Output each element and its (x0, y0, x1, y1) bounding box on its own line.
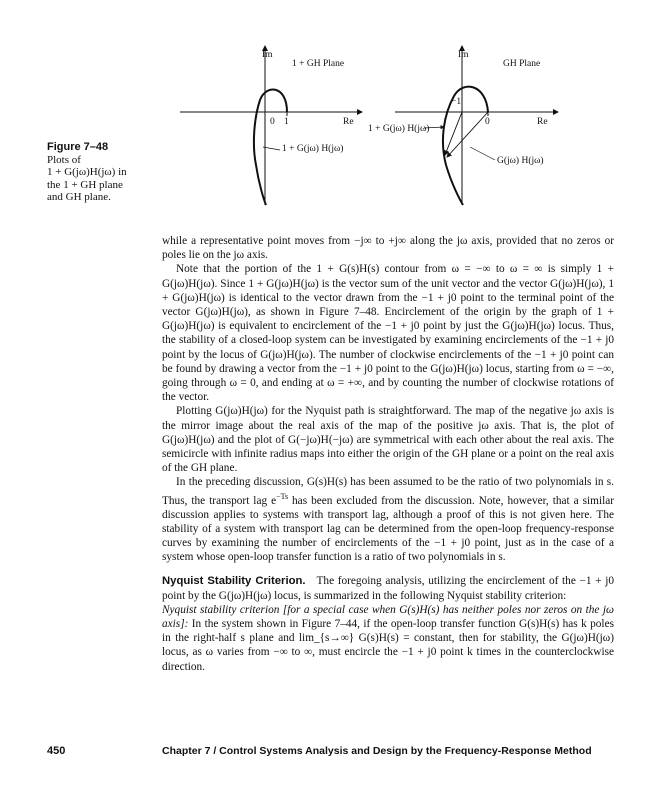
left-tick1-label: 1 (284, 117, 289, 127)
right-vec1-label: 1 + G(jω) H(jω) (368, 124, 430, 134)
left-plot (180, 46, 362, 205)
figure-7-48 (0, 0, 653, 215)
right-tick-neg1-label: −1 (451, 97, 462, 107)
caption-line-4: and GH plane. (47, 191, 111, 203)
section-heading (162, 574, 614, 602)
body-text (162, 234, 614, 674)
paragraph-4-part-b: has been excluded from the discussion. Note, however, that a similar discussion applies to systems with transport lag, although a proof of this is not given here. The stability of a system with transport lag can be determined from the open-loop frequency-response curves by examining the number of encirclements of the −1 + j0 point, just as in the case of a system whose open-loop transfer function is a ratio of two polynomials in s. (162, 494, 614, 564)
left-im-label: Im (262, 50, 273, 60)
right-plot-title: GH Plane (503, 59, 541, 69)
left-plot-title: 1 + GH Plane (292, 59, 345, 69)
right-leader-GH (470, 147, 495, 160)
left-tick0-label: 0 (270, 117, 275, 127)
left-curve-leader (263, 147, 280, 150)
right-tick0-label: 0 (485, 117, 490, 127)
left-curve-label: 1 + G(jω) H(jω) (282, 144, 344, 154)
caption-line-3: the 1 + GH plane (47, 178, 123, 191)
paragraph-4 (162, 475, 614, 564)
figure-number: Figure 7–48 (47, 141, 109, 153)
right-locus-curve (443, 87, 488, 205)
paragraph-2: Note that the portion of the 1 + G(s)H(s) contour from ω = −∞ to ω = ∞ is simply 1 + G(jω)H(jω). Since 1 + G(jω)H(jω) is the vector sum of the unit vector and the vector G(jω)H(jω), 1 + G(jω)H(jω) is identical to the vector drawn from the −1 + j0 point to the terminal point of the vector G(jω)H(jω), as shown in Figure 7–48. Encirclement of the origin by the graph of 1 + G(jω)H(jω) is equivalent to encirclement of the −1 + j0 point by just the G(jω)H(jω) locus. Thus, the stability of a closed-loop system can be investigated by examining encirclements of the −1 + j0 point by the locus of G(jω)H(jω). The number of clockwise encirclements of the −1 + j0 point can be found by drawing a vector from the −1 + j0 point to the G(jω)H(jω) locus, starting from ω = −∞, going through ω = 0, and ending at ω = +∞, and by counting the number of clockwise rotations of the vector. (162, 263, 614, 404)
caption-line-2: 1 + G(jω)H(jω) in (47, 166, 127, 178)
criterion-body: In the system shown in Figure 7–44, if the open-loop transfer function G(s)H(s) has k poles in the right-half s plane and lim_{s→∞} G(s)H(s) = constant, then for stability, the G(jω)H(jω) locus, as ω varies from −∞ to ∞, must encircle the −1 + j0 point k times in the counterclockwise direction. (162, 618, 614, 673)
right-plot (368, 46, 558, 205)
right-vector-1plusGH (445, 112, 462, 155)
left-re-label: Re (343, 117, 354, 127)
criterion-statement (162, 603, 614, 674)
right-re-label: Re (537, 117, 548, 127)
paragraph-5: The foregoing analysis, utilizing the encirclement of the −1 + j0 point by the G(jω)H(jω) locus, is summarized in the following Nyquist stability criterion: (162, 575, 614, 602)
paragraph-4-part-a: In the preceding discussion, G(s)H(s) has been assumed to be the ratio of two polynomials in s. Thus, the transport lag e (162, 476, 614, 507)
transport-lag-exponent: −Ts (276, 491, 289, 501)
section-heading-title: Nyquist Stability Criterion. (162, 575, 306, 588)
paragraph-1: while a representative point moves from −j∞ to +j∞ along the jω axis, provided that no zeros or poles lie on the jω axis. (162, 235, 614, 262)
right-vec2-label: G(jω) H(jω) (497, 156, 544, 166)
page-number: 450 (47, 745, 66, 757)
paragraph-3: Plotting G(jω)H(jω) for the Nyquist path is straightforward. The map of the negative jω axis is the mirror image about the real axis of the map of the positive jω axis. That is, the plot of G(jω)H(jω) and the plot of G(−jω)H(−jω) are symmetrical with each other about the real axis. The semicircle with infinite radius maps into either the origin of the GH plane or a point on the real axis of the GH plane. (162, 405, 614, 475)
caption-line-1: Plots of (47, 153, 81, 166)
criterion-title: Nyquist stability criterion [for a special case when G(s)H(s) has neither poles nor zeros on the jω axis]: (162, 603, 614, 631)
chapter-running-head: Chapter 7 / Control Systems Analysis and Design by the Frequency-Response Method (162, 745, 592, 757)
right-im-label: Im (458, 50, 469, 60)
